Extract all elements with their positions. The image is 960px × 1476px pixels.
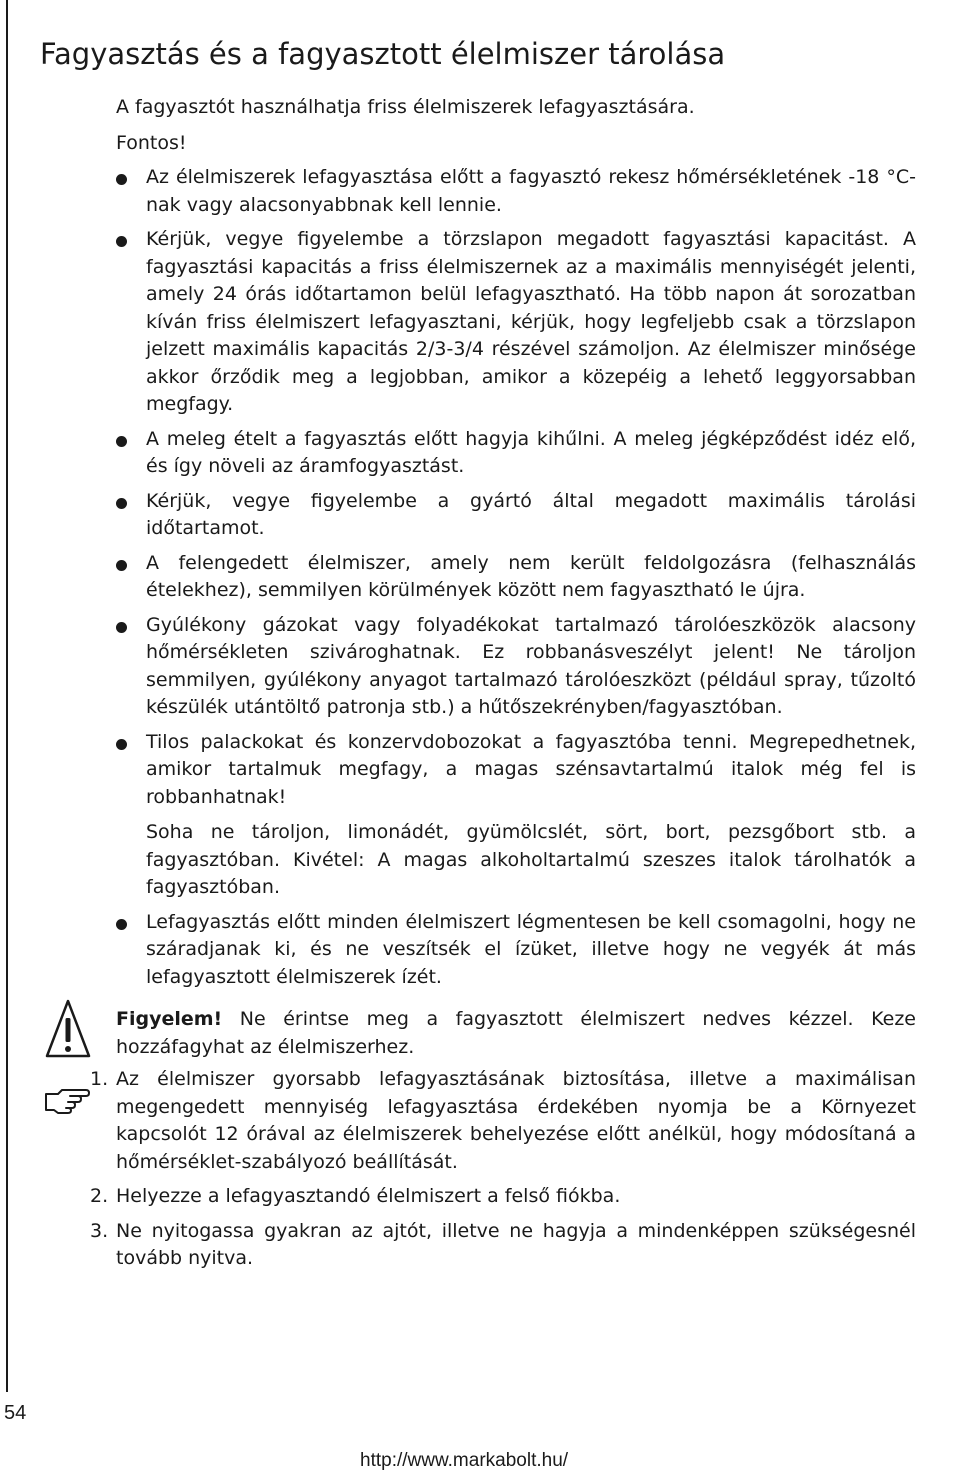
warning-label: Figyelem! (116, 1008, 223, 1030)
step-text: Helyezze a lefagyasztandó élelmiszert a felső fiókba. (116, 1185, 621, 1207)
bullet-icon (116, 739, 127, 750)
list-item-text: Lefagyasztás előtt minden élelmiszert légmentesen be kell csomagolni, hogy ne száradjanak ki, és ne veszítsék el ízüket, illetve hogy ne vegyék át más lefagyasztott élelmiszerek ízét. (146, 910, 916, 988)
list-item (116, 550, 916, 605)
step-number: 2. (90, 1185, 109, 1207)
bullet-list (116, 164, 916, 998)
bullet-icon (116, 919, 127, 930)
page-title: Fagyasztás és a fagyasztott élelmiszer tárolása (40, 37, 726, 71)
list-item (116, 226, 916, 419)
list-item (116, 909, 916, 992)
warning-text: Ne érintse meg a fagyasztott élelmiszert nedves kézzel. Keze hozzáfagyhat az élelmiszerhez. (116, 1008, 916, 1058)
list-item-text: Az élelmiszerek lefagyasztása előtt a fagyasztó rekesz hőmérsékletének -18 °C-nak vagy alacsonyabbnak kell lennie. (146, 166, 916, 216)
intro-paragraph: A fagyasztót használhatja friss élelmiszerek lefagyasztására. (116, 96, 695, 118)
list-item (116, 426, 916, 481)
list-item (116, 612, 916, 722)
list-item-text: Kérjük, vegye figyelembe a gyártó által megadott maximális tárolási időtartamot. (146, 489, 916, 539)
steps-list (80, 1066, 916, 1280)
page-number: 54 (4, 1402, 27, 1424)
list-item (116, 729, 916, 902)
list-item (116, 164, 916, 219)
list-item-subparagraph: Soha ne tároljon, limonádét, gyümölcslét, sört, bort, pezsgőbort stb. a fagyasztóban. Kivétel: A magas alkoholtartalmú szeszes italok tárolhatók a fagyasztóban. (146, 821, 916, 898)
important-heading: Fontos! (116, 132, 187, 154)
step-item (80, 1183, 916, 1211)
footer-link[interactable]: http://www.markabolt.hu/ (360, 1450, 569, 1471)
bullet-icon (116, 622, 127, 633)
page-margin-rule (6, 0, 8, 1392)
list-item-text: A meleg ételt a fagyasztás előtt hagyja kihűlni. A meleg jégképződést idéz elő, és így növeli az áramfogyasztást. (146, 427, 916, 477)
step-text: Ne nyitogassa gyakran az ajtót, illetve ne hagyja a mindenképpen szükségesnél tovább nyitva. (116, 1219, 916, 1269)
list-item-text: A felengedett élelmiszer, amely nem került feldolgozásra (felhasználás ételekhez), semmilyen körülmények között nem fagyasztható le újra. (146, 551, 916, 601)
bullet-icon (116, 174, 127, 185)
step-item (80, 1066, 916, 1176)
step-text: Az élelmiszer gyorsabb lefagyasztásának biztosítása, illetve a maximálisan megengedett mennyiség lefagyasztása érdekében nyomja be a Környezet kapcsolót 12 órával az élelmiszerek behelyezése előtt anélkül, hogy módosítaná a hőmérséklet-szabályozó beállítását. (116, 1068, 916, 1173)
bullet-icon (116, 236, 127, 247)
warning-note (116, 1006, 916, 1061)
list-item-text: Gyúlékony gázokat vagy folyadékokat tartalmazó tárolóeszközök alacsony hőmérsékleten szivároghatnak. Ez robbanásveszélyt jelent! Ne tároljon semmilyen, gyúlékony anyagot tartalmazó tárolóeszközt (például spray, tűzoltó készülék utántöltő patronja stb.) a hűtőszekrényben/fagyasztóban. (146, 613, 916, 718)
bullet-icon (116, 498, 127, 509)
list-item-text: Kérjük, vegye figyelembe a törzslapon megadott fagyasztási kapacitást. A fagyasztási kapacitás a friss élelmiszernek az a maximális mennyiségét jelenti, amely 24 órás időtartamon belül lefagyasztható. Ha több napon át sorozatban kíván friss élelmiszert lefagyasztani, kérjük, hogy legfeljebb csak a törzslapon jelzett maximális kapacitás 2/3-3/4 részével számoljon. Az élelmiszer minősége akkor őrződik meg a legjobban, amikor a közepéig a lehető leggyorsabban megfagy. (146, 228, 916, 415)
bullet-icon (116, 436, 127, 447)
step-item (80, 1218, 916, 1273)
list-item (116, 488, 916, 543)
warning-triangle-icon (44, 998, 92, 1060)
step-number: 3. (90, 1219, 109, 1242)
bullet-icon (116, 560, 127, 571)
step-number: 1. (90, 1068, 109, 1090)
list-item-text: Tilos palackokat és konzervdobozokat a fagyasztóba tenni. Megrepedhetnek, amikor tartalmuk megfagy, a magas szénsavtartalmú italok még fel is robbanhatnak! (146, 730, 916, 808)
